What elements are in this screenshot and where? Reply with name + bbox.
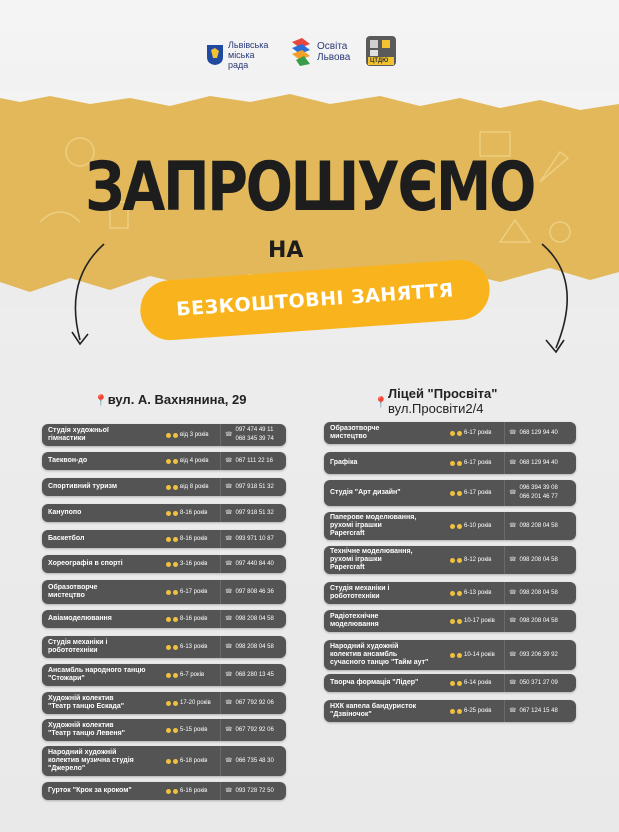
class-row — [42, 452, 286, 470]
phone-text: 050 371 27 09 — [519, 679, 558, 686]
divider — [220, 610, 221, 628]
class-name: Ансамбль народного танцю "Стожари" — [48, 667, 146, 682]
left-arrow-icon — [60, 240, 120, 360]
child-icon — [166, 673, 171, 678]
age-text: 8-16 років — [180, 536, 208, 542]
phone-text: 066 735 48 30 — [235, 757, 274, 764]
divider — [504, 422, 505, 444]
phone-number[interactable] — [225, 671, 286, 680]
age-range — [450, 460, 500, 466]
child-icon — [450, 653, 455, 658]
phone-number[interactable] — [225, 643, 286, 652]
divider — [504, 512, 505, 540]
age-text: 8-16 років — [180, 510, 208, 516]
class-row — [324, 480, 576, 506]
divider — [220, 664, 221, 686]
class-name: Студія механіки і робототехніки — [330, 585, 390, 600]
divider — [220, 478, 221, 496]
child-icon — [166, 728, 171, 733]
phone-number[interactable] — [509, 707, 576, 716]
phone-number[interactable] — [225, 699, 286, 708]
class-row — [42, 610, 286, 628]
child-icon — [173, 701, 178, 706]
child-icon — [173, 789, 178, 794]
child-icon — [173, 459, 178, 464]
phone-text: 093 728 72 50 — [235, 787, 274, 794]
child-icon — [166, 789, 171, 794]
class-row — [42, 504, 286, 522]
class-name: Образотворче мистецтво — [330, 425, 380, 440]
child-icon — [166, 645, 171, 650]
phone-text: 093 971 10 87 — [235, 535, 274, 542]
child-icon — [450, 558, 455, 563]
divider — [504, 546, 505, 574]
age-range — [166, 616, 216, 622]
class-name: Спортивний туризм — [48, 483, 118, 490]
age-text: 6-18 років — [180, 758, 208, 764]
phone-text: 097 440 84 40 — [235, 560, 274, 567]
divider — [220, 580, 221, 604]
child-icon — [173, 759, 178, 764]
phone-text: 098 208 04 58 — [235, 643, 274, 650]
child-icon — [450, 461, 455, 466]
age-range — [450, 708, 500, 714]
class-row — [324, 546, 576, 574]
child-icon — [166, 590, 171, 595]
phone-number[interactable] — [509, 679, 576, 688]
age-text: 6-13 років — [180, 644, 208, 650]
phone-icon: ☎ — [225, 560, 233, 567]
age-text: 6-17 років — [464, 490, 492, 496]
age-range — [166, 484, 216, 490]
age-text: 10-14 років — [464, 652, 495, 658]
class-row — [42, 555, 286, 573]
location-pin-icon: 📍 — [374, 397, 388, 409]
age-text: 8-12 років — [464, 557, 492, 563]
phone-icon: ☎ — [225, 615, 233, 622]
child-icon — [173, 562, 178, 567]
pill-label: БЕЗКОШТОВНІ ЗАНЯТТЯ — [175, 279, 455, 321]
class-name: Народний художній колектив ансамбль сучасного танцю "Тайм аут" — [330, 643, 429, 666]
logos-bar — [0, 34, 619, 74]
class-row — [42, 478, 286, 496]
age-range — [166, 510, 216, 516]
child-icon — [166, 537, 171, 542]
phone-icon: ☎ — [509, 522, 517, 529]
age-text: 6-7 років — [180, 672, 205, 678]
class-name: Технічне моделювання, рухомі іграшки Papercraft — [330, 548, 413, 571]
age-range — [450, 490, 500, 496]
class-name: Баскетбол — [48, 535, 85, 542]
age-text: від 4 років — [180, 458, 209, 464]
phone-icon: ☎ — [509, 429, 517, 436]
phone-number[interactable] — [509, 556, 576, 565]
age-range — [450, 618, 500, 624]
class-name: Канупопо — [48, 509, 82, 516]
child-icon — [450, 591, 455, 596]
phone-icon: ☎ — [509, 489, 517, 496]
divider — [504, 582, 505, 604]
class-name: Образотворче мистецтво — [48, 584, 98, 599]
osvita-logo-text: Освіта Львова — [317, 41, 351, 63]
age-range — [166, 758, 216, 764]
child-icon — [450, 491, 455, 496]
class-name: Таеквон-до — [48, 457, 88, 464]
age-text: 6-16 років — [180, 788, 208, 794]
child-icon — [166, 562, 171, 567]
phone-number[interactable] — [509, 589, 576, 598]
child-icon — [173, 728, 178, 733]
phone-icon: ☎ — [225, 509, 233, 516]
child-icon — [166, 759, 171, 764]
child-icon — [457, 653, 462, 658]
age-text: 6-17 років — [180, 589, 208, 595]
age-range — [450, 557, 500, 563]
class-row — [42, 664, 286, 686]
child-icon — [457, 619, 462, 624]
age-range — [166, 700, 216, 706]
age-range — [450, 430, 500, 436]
phone-icon: ☎ — [225, 643, 233, 650]
class-row — [324, 700, 576, 722]
right-address — [374, 386, 498, 416]
child-icon — [166, 485, 171, 490]
phone-text: 067 111 22 16 — [235, 457, 273, 464]
divider — [504, 480, 505, 506]
phone-number[interactable] — [509, 617, 576, 626]
ctdiu-logo-text: ЦТДЮ — [370, 58, 389, 64]
child-icon — [173, 537, 178, 542]
age-text: 6-14 років — [464, 680, 492, 686]
phone-icon: ☎ — [509, 617, 517, 624]
phone-number[interactable] — [509, 484, 576, 502]
child-icon — [173, 485, 178, 490]
phone-text: 097 474 49 11 068 345 39 74 — [235, 427, 274, 442]
phone-text: 096 394 39 08 066 201 46 77 — [519, 485, 558, 500]
osvita-book-icon — [288, 36, 314, 68]
age-range — [166, 432, 216, 438]
phone-number[interactable] — [509, 651, 576, 660]
phone-text: 098 208 04 58 — [235, 615, 274, 622]
child-icon — [457, 431, 462, 436]
divider — [504, 640, 505, 670]
child-icon — [450, 619, 455, 624]
divider — [220, 452, 221, 470]
phone-number[interactable] — [225, 588, 286, 597]
class-name: Хореографія в спорті — [48, 560, 123, 567]
lviv-city-logo-text: Львівська міська рада — [228, 40, 269, 70]
child-icon — [166, 701, 171, 706]
phone-icon: ☎ — [225, 535, 233, 542]
phone-number[interactable] — [225, 483, 286, 492]
phone-icon: ☎ — [225, 483, 233, 490]
divider — [220, 719, 221, 741]
age-text: 5-15 років — [180, 727, 208, 733]
class-name: Студія "Арт дизайн" — [330, 489, 401, 496]
age-range — [450, 523, 500, 529]
class-row — [42, 746, 286, 776]
class-name: Графіка — [330, 459, 358, 466]
phone-number[interactable] — [225, 757, 286, 766]
age-range — [166, 788, 216, 794]
subtitle: НА — [268, 238, 304, 263]
age-range — [450, 590, 500, 596]
lviv-city-logo — [206, 40, 268, 70]
class-name: Студія механіки і робототехніки — [48, 639, 108, 654]
class-name: Гурток "Крок за кроком" — [48, 787, 132, 794]
phone-number[interactable] — [509, 522, 576, 531]
phone-text: 098 208 04 58 — [519, 522, 558, 529]
divider — [220, 746, 221, 776]
child-icon — [450, 431, 455, 436]
class-name: Радіотехнічне моделювання — [330, 613, 379, 628]
phone-number[interactable] — [225, 426, 286, 444]
age-text: 10-17 років — [464, 618, 495, 624]
child-icon — [173, 511, 178, 516]
child-icon — [457, 524, 462, 529]
divider — [220, 555, 221, 573]
right-address-line2: вул.Просвіти2/4 — [388, 401, 484, 416]
age-range — [166, 644, 216, 650]
child-icon — [457, 491, 462, 496]
class-row — [42, 782, 286, 800]
class-name: Народний художній колектив музична студія "Джерело" — [48, 749, 134, 772]
child-icon — [450, 681, 455, 686]
phone-number[interactable] — [225, 615, 286, 624]
phone-text: 068 280 13 45 — [235, 671, 274, 678]
class-name: Авіамоделювання — [48, 615, 112, 622]
age-text: 3-16 років — [180, 561, 208, 567]
age-text: 6-17 років — [464, 430, 492, 436]
phone-icon: ☎ — [225, 726, 233, 733]
class-row — [42, 424, 286, 446]
left-address — [94, 392, 246, 407]
age-range — [450, 652, 500, 658]
phone-text: 098 208 04 58 — [519, 556, 558, 563]
phone-text: 098 208 04 58 — [519, 589, 558, 596]
class-name: Паперове моделювання, рухомі іграшки Papercraft — [330, 514, 417, 537]
child-icon — [173, 433, 178, 438]
class-row — [42, 530, 286, 548]
phone-icon: ☎ — [225, 757, 233, 764]
phone-number[interactable] — [509, 429, 576, 438]
age-text: 6-13 років — [464, 590, 492, 596]
phone-icon: ☎ — [225, 457, 233, 464]
location-pin-icon: 📍 — [94, 395, 108, 407]
child-icon — [457, 681, 462, 686]
lviv-coat-of-arms-icon — [206, 44, 224, 66]
divider — [504, 700, 505, 722]
divider — [220, 504, 221, 522]
age-range — [166, 727, 216, 733]
phone-number[interactable] — [509, 459, 576, 468]
child-icon — [450, 524, 455, 529]
child-icon — [166, 433, 171, 438]
phone-icon: ☎ — [225, 787, 233, 794]
phone-text: 067 792 92 06 — [235, 699, 274, 706]
class-row — [324, 610, 576, 632]
age-text: 6-25 років — [464, 708, 492, 714]
class-row — [42, 636, 286, 658]
divider — [220, 424, 221, 446]
phone-icon: ☎ — [225, 671, 233, 678]
child-icon — [457, 558, 462, 563]
divider — [504, 610, 505, 632]
divider — [220, 782, 221, 800]
class-row — [324, 452, 576, 474]
age-text: 6-17 років — [464, 460, 492, 466]
class-row — [324, 582, 576, 604]
phone-text: 068 129 94 40 — [519, 429, 558, 436]
divider — [220, 692, 221, 714]
phone-text: 097 808 46 36 — [235, 588, 274, 595]
phone-text: 067 792 92 06 — [235, 726, 274, 733]
age-range — [166, 589, 216, 595]
age-text: 17-20 років — [180, 700, 211, 706]
age-range — [166, 536, 216, 542]
age-range — [166, 458, 216, 464]
phone-icon: ☎ — [509, 459, 517, 466]
class-row — [42, 692, 286, 714]
phone-text: 093 206 39 92 — [519, 651, 558, 658]
age-text: від 3 років — [180, 432, 209, 438]
phone-text: 098 208 04 58 — [519, 617, 558, 624]
phone-icon: ☎ — [225, 699, 233, 706]
class-row — [42, 719, 286, 741]
right-arrow-icon — [528, 240, 588, 360]
child-icon — [166, 459, 171, 464]
class-name: НХК капела бандуристок "Дзвіночок" — [330, 703, 417, 718]
phone-number[interactable] — [225, 535, 286, 544]
phone-number[interactable] — [225, 726, 286, 735]
phone-text: 068 129 94 40 — [519, 459, 558, 466]
age-range — [166, 672, 216, 678]
phone-icon: ☎ — [509, 679, 517, 686]
osvita-logo — [288, 36, 350, 68]
class-row — [324, 422, 576, 444]
age-text: 6-10 років — [464, 523, 492, 529]
phone-icon: ☎ — [225, 431, 233, 438]
class-name: Творча формація "Лідер" — [330, 679, 419, 686]
phone-icon: ☎ — [509, 651, 517, 658]
left-address-text: вул. А. Вахнянина, 29 — [107, 392, 247, 407]
class-row — [324, 640, 576, 670]
class-row — [42, 580, 286, 604]
child-icon — [173, 590, 178, 595]
class-name: Студія художньої гімнастики — [48, 427, 109, 442]
phone-icon: ☎ — [509, 589, 517, 596]
phone-number[interactable] — [225, 457, 286, 466]
phone-number[interactable] — [225, 560, 286, 569]
child-icon — [457, 591, 462, 596]
child-icon — [450, 709, 455, 714]
phone-text: 097 918 51 32 — [235, 509, 274, 516]
child-icon — [173, 673, 178, 678]
child-icon — [457, 709, 462, 714]
phone-icon: ☎ — [509, 556, 517, 563]
age-text: від 8 років — [180, 484, 209, 490]
divider — [220, 530, 221, 548]
age-range — [450, 680, 500, 686]
divider — [504, 452, 505, 474]
child-icon — [166, 511, 171, 516]
age-range — [166, 561, 216, 567]
ctdiu-logo — [364, 34, 398, 68]
divider — [220, 636, 221, 658]
child-icon — [457, 461, 462, 466]
phone-number[interactable] — [225, 787, 286, 796]
age-text: 8-16 років — [180, 616, 208, 622]
phone-text: 067 124 15 48 — [519, 707, 558, 714]
child-icon — [166, 617, 171, 622]
divider — [504, 674, 505, 692]
class-name: Художній колектив "Театр танцю Ескада" — [48, 695, 125, 710]
phone-text: 097 918 51 32 — [235, 483, 274, 490]
class-name: Художній колектив "Театр танцю Левеня" — [48, 722, 125, 737]
child-icon — [173, 645, 178, 650]
page-title: ЗАПРОШУЄМО — [85, 148, 534, 227]
child-icon — [173, 617, 178, 622]
phone-number[interactable] — [225, 509, 286, 518]
phone-icon: ☎ — [509, 707, 517, 714]
phone-icon: ☎ — [225, 588, 233, 595]
right-address-line1: Ліцей "Просвіта" — [388, 386, 498, 401]
class-row — [324, 512, 576, 540]
class-row — [324, 674, 576, 692]
